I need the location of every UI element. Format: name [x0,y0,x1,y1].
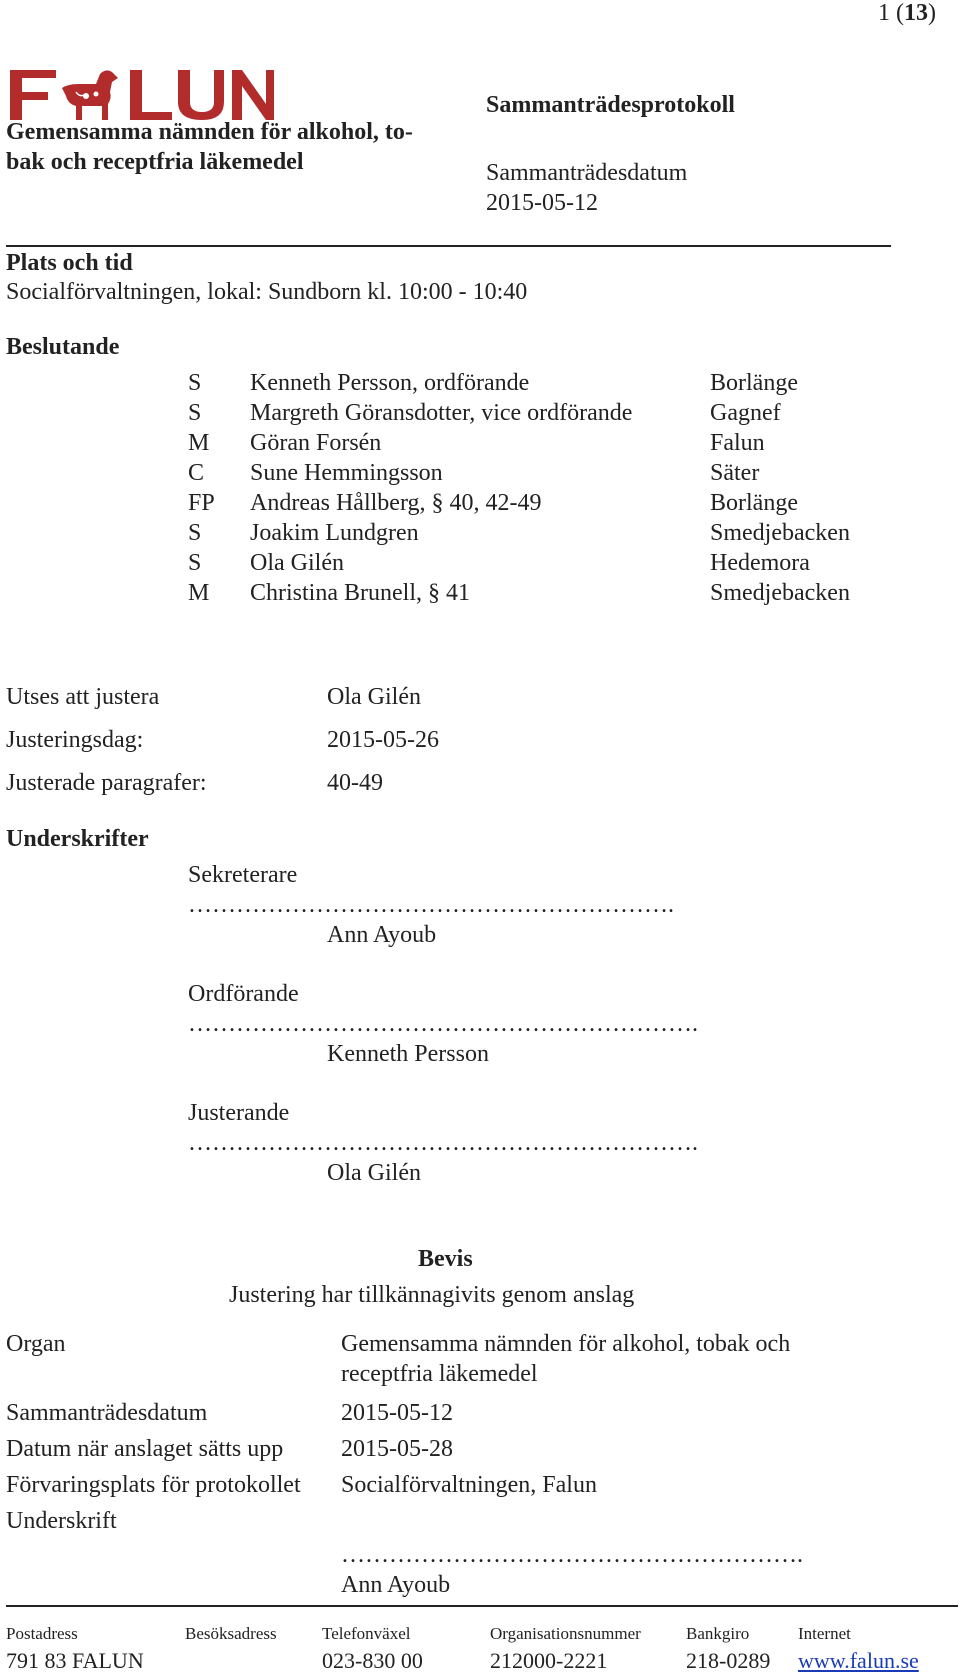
member-city: Säter [710,460,760,486]
member-party: M [188,580,210,606]
chair-signature-line: ………………………………………………………. [188,1011,698,1037]
footer-bankgiro-label: Bankgiro [686,1624,750,1643]
footer-postal-label: Postadress [6,1624,78,1643]
header-divider [6,245,891,247]
adjuster-signature-label: Justerande [188,1100,290,1126]
member-row [0,400,960,430]
adjuster-signature-line: ………………………………………………………. [188,1130,698,1156]
footer-visit-label: Besöksadress [185,1624,277,1643]
member-party: S [188,370,202,396]
footer-phone-label: Telefonväxel [322,1624,411,1643]
member-name: Christina Brunell, § 41 [250,580,470,606]
member-party: S [188,520,202,546]
adjuster-signature-name: Ola Gilén [327,1160,421,1186]
organ-label: Organ [6,1331,66,1357]
posted-date-label: Datum när anslaget sätts upp [6,1436,284,1462]
member-row [0,460,960,490]
chair-label: Ordförande [188,981,299,1007]
member-row [0,490,960,520]
page-number-value: 13 [904,0,928,26]
adjuster-label: Utses att justera [6,684,160,710]
chair-name: Kenneth Persson [327,1041,489,1067]
page-number-suffix: ) [928,0,936,26]
member-party: S [188,400,202,426]
member-row [0,430,960,460]
member-name: Joakim Lundgren [250,520,419,546]
committee-name-line2: bak och receptfria läkemedel [6,149,304,175]
adjusted-paragraphs-label: Justerade paragrafer: [6,770,207,796]
footer-phone-value: 023-830 00 [322,1648,423,1673]
member-city: Gagnef [710,400,781,426]
member-city: Borlänge [710,490,798,516]
member-name: Göran Forsén [250,430,382,456]
adjustment-date-label: Justeringsdag: [6,727,144,753]
member-row [0,580,960,610]
organ-value-line1: Gemensamma nämnden för alkohol, tobak och [341,1331,791,1357]
member-row [0,370,960,400]
footer-bankgiro-value: 218-0289 [686,1648,771,1673]
footer-postal-value: 791 83 FALUN [6,1648,144,1673]
storage-label: Förvaringsplats för protokollet [6,1472,301,1498]
secretary-name: Ann Ayoub [327,922,437,948]
page-number [878,0,936,27]
member-city: Hedemora [710,550,810,576]
footer-org-label: Organisationsnummer [490,1624,641,1643]
place-heading: Plats och tid [6,250,133,276]
committee-name-line1: Gemensamma nämnden för alkohol, to- [6,119,413,145]
proof-heading: Bevis [418,1246,473,1272]
member-city: Smedjebacken [710,520,850,546]
dala-horse-icon [62,70,118,120]
place-text: Socialförvaltningen, lokal: Sundborn kl. 10:00 - 10:40 [6,279,528,305]
adjusted-paragraphs-value: 40-49 [327,770,383,796]
footer-internet-label: Internet [798,1624,851,1643]
member-name: Kenneth Persson, ordförande [250,370,530,396]
signatures-heading: Underskrifter [6,826,149,852]
member-city: Falun [710,430,765,456]
member-name: Andreas Hållberg, § 40, 42-49 [250,490,542,516]
member-name: Sune Hemmingsson [250,460,443,486]
adjuster-value: Ola Gilén [327,684,421,710]
posted-date-value: 2015-05-28 [341,1436,453,1462]
proof-subheading: Justering har tillkännagivits genom anslag [229,1282,635,1308]
proof-signature-line: …………………………………………………. [341,1542,803,1568]
member-city: Borlänge [710,370,798,396]
member-city: Smedjebacken [710,580,850,606]
meeting-date-label: Sammanträdesdatum [486,160,688,186]
footer-divider [6,1605,958,1607]
member-row [0,520,960,550]
member-party: C [188,460,205,486]
secretary-signature-line: ……………………………………………………. [188,892,674,918]
decision-makers-heading: Beslutande [6,334,120,360]
page-number-prefix: 1 ( [878,0,904,26]
storage-value: Socialförvaltningen, Falun [341,1472,597,1498]
document-title: Sammanträdesprotokoll [486,92,735,118]
meeting-date: 2015-05-12 [486,190,598,216]
member-party: S [188,550,202,576]
member-row [0,550,960,580]
signature-label: Underskrift [6,1508,117,1534]
footer-org-value: 212000-2221 [490,1648,608,1673]
organ-value-line2: receptfria läkemedel [341,1361,538,1387]
secretary-label: Sekreterare [188,862,298,888]
member-party: M [188,430,210,456]
adjustment-date-value: 2015-05-26 [327,727,439,753]
member-name: Ola Gilén [250,550,344,576]
proof-signature-name: Ann Ayoub [341,1572,451,1598]
proof-date-value: 2015-05-12 [341,1400,453,1426]
member-party: FP [188,490,215,516]
proof-date-label: Sammanträdesdatum [6,1400,208,1426]
member-name: Margreth Göransdotter, vice ordförande [250,400,633,426]
footer-website-link[interactable]: www.falun.se [798,1648,919,1673]
